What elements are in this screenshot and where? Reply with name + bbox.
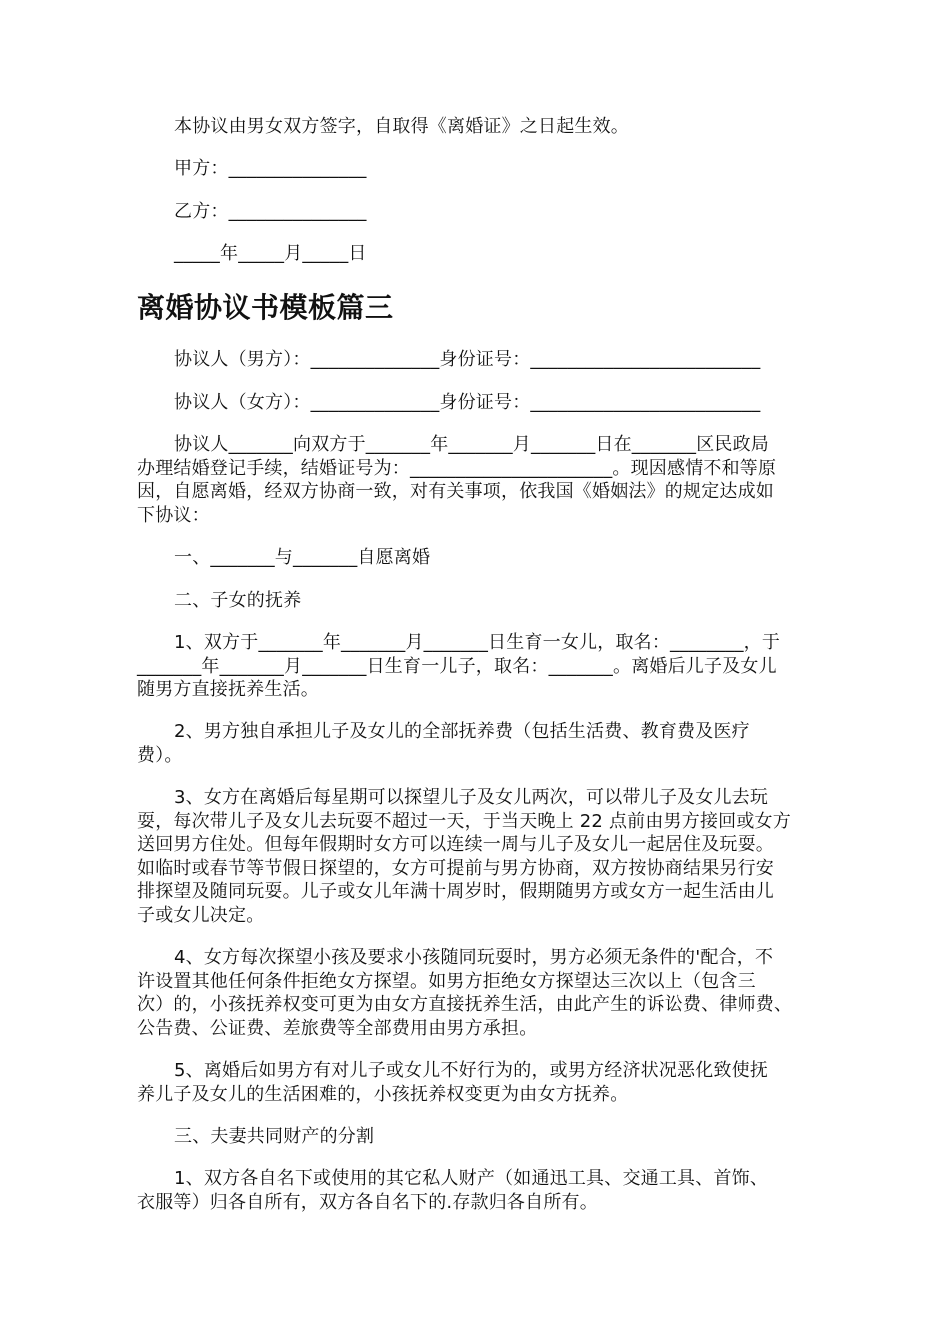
paragraph-line: 子或女儿决定。 (137, 905, 265, 926)
clause-divorce: 一、_______与_______自愿离婚 (174, 547, 431, 568)
clause-property-division: 三、夫妻共同财产的分割 (174, 1126, 375, 1147)
paragraph-line: 协议人_______向双方于_______年_______月_______日在_______区民政局 (174, 434, 769, 455)
paragraph-line: 如临时或春节等节假日探望的，女方可提前与男方协商，双方按协商结果另行安 (137, 858, 774, 879)
paragraph-line: 1、双方于_______年_______月_______日生育一女儿，取名：________，于 (174, 632, 781, 653)
paragraph-line: _______年_______月_______日生育一儿子，取名：_______。离婚后儿子及女儿 (137, 656, 777, 677)
paragraph-line: 3、女方在离婚后每星期可以探望儿子及女儿两次，可以带儿子及女儿去玩 (174, 787, 769, 808)
paragraph-line: 下协议： (137, 505, 210, 526)
paragraph-line: 公告费、公证费、差旅费等全部费用由男方承担。 (137, 1018, 538, 1039)
party-a-signature: 甲方：_______________ (174, 158, 367, 179)
paragraph-line: 衣服等）归各自所有，双方各自名下的.存款归各自所有。 (137, 1192, 598, 1213)
party-b-signature: 乙方：_______________ (174, 201, 367, 222)
paragraph-line: 5、离婚后如男方有对儿子或女儿不好行为的，或男方经济状况恶化致使抚 (174, 1060, 769, 1081)
date-line: _____年_____月_____日 (174, 243, 367, 264)
paragraph-line: 因，自愿离婚，经双方协商一致，对有关事项，依我国《婚姻法》的规定达成如 (137, 481, 774, 502)
paragraph-line: 送回男方住处。但每年假期时女方可以连续一周与儿子及女儿一起居住及玩耍。 (137, 834, 774, 855)
paragraph-line: 耍，每次带儿子及女儿去玩耍不超过一天，于当天晚上 22 点前由男方接回或女方 (137, 811, 791, 832)
paragraph-line: 1、双方各自名下或使用的其它私人财产（如通迅工具、交通工具、首饰、 (174, 1168, 769, 1189)
effective-clause: 本协议由男女双方签字，自取得《离婚证》之日起生效。 (174, 116, 629, 137)
paragraph-line: 办理结婚登记手续，结婚证号为：______________________。现因感情不和等原 (137, 458, 777, 479)
paragraph-line: 排探望及随同玩耍。儿子或女儿年满十周岁时，假期随男方或女方一起生活由儿 (137, 881, 774, 902)
section-title: 离婚协议书模板篇三 (137, 291, 394, 324)
party-male-line: 协议人（男方）：______________身份证号：_________________________ (174, 349, 761, 370)
paragraph-line: 随男方直接抚养生活。 (137, 679, 319, 700)
paragraph-line: 费）。 (137, 745, 183, 766)
paragraph-line: 许设置其他任何条件拒绝女方探望。如男方拒绝女方探望达三次以上（包含三 (137, 971, 756, 992)
paragraph-line: 4、女方每次探望小孩及要求小孩随同玩耍时，男方必须无条件的'配合，不 (174, 947, 774, 968)
paragraph-line: 养儿子及女儿的生活困难的，小孩抚养权变更为由女方抚养。 (137, 1084, 629, 1105)
clause-child-custody: 二、子女的抚养 (174, 590, 302, 611)
paragraph-line: 次）的，小孩抚养权变可更为由女方直接抚养生活，由此产生的诉讼费、律师费、 (137, 994, 793, 1015)
paragraph-line: 2、男方独自承担儿子及女儿的全部抚养费（包括生活费、教育费及医疗 (174, 721, 750, 742)
party-female-line: 协议人（女方）：______________身份证号：_________________________ (174, 392, 761, 413)
